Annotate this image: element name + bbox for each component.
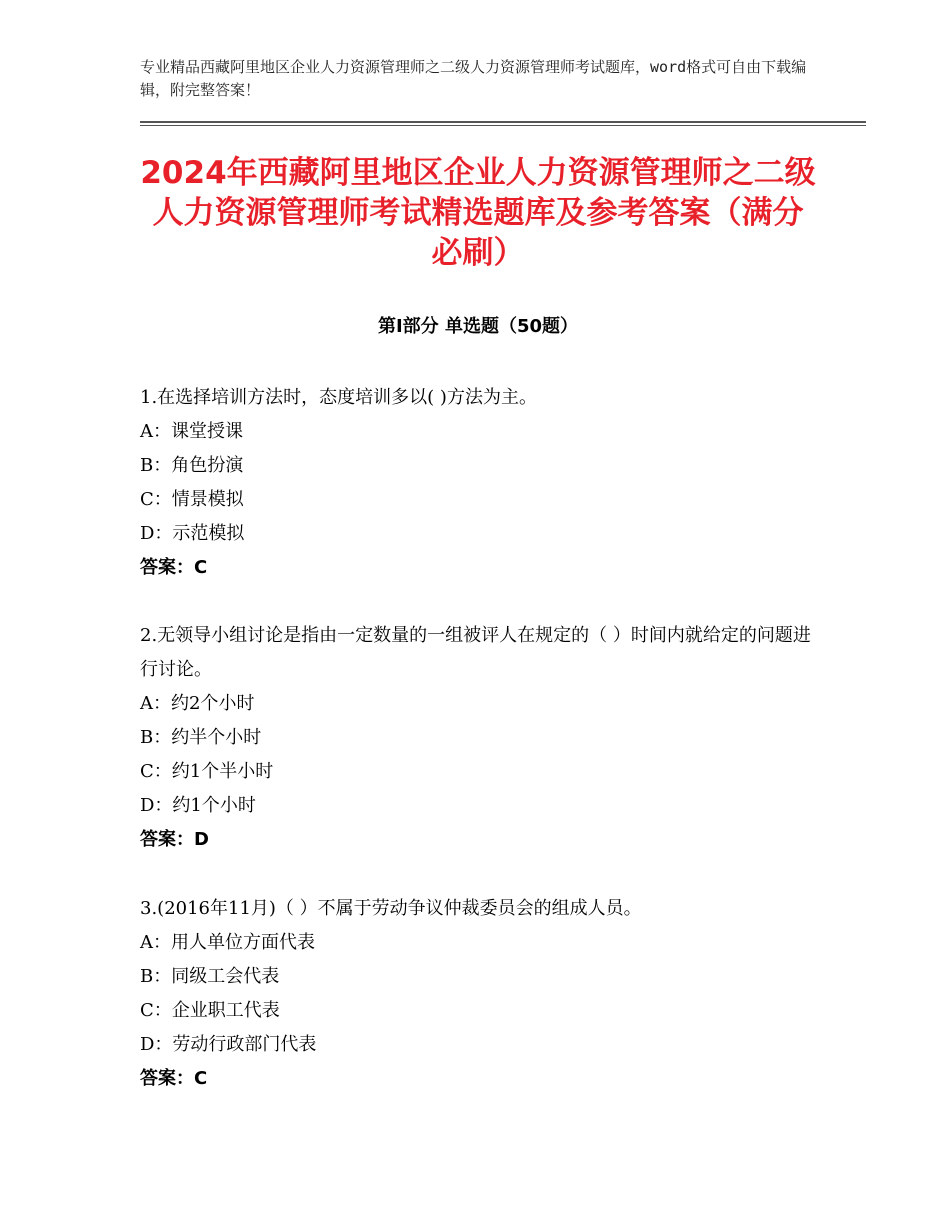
question-stem: 2.无领导小组讨论是指由一定数量的一组被评人在规定的（ ）时间内就给定的问题进行讨论。	[140, 625, 811, 680]
answer: 答案：D	[140, 829, 209, 850]
option-d: D：约1个小时	[140, 795, 256, 816]
option-a: A：用人单位方面代表	[140, 932, 315, 953]
document-title: 2024年西藏阿里地区企业人力资源管理师之二级人力资源管理师考试精选题库及参考答案（满分必刷）	[140, 155, 816, 271]
header-rule-thin	[140, 125, 866, 126]
option-b: B：角色扮演	[140, 455, 244, 476]
option-c: C：情景模拟	[140, 489, 244, 510]
option-d: D：示范模拟	[140, 523, 245, 544]
section-title: 第Ⅰ部分 单选题（50题）	[377, 316, 578, 337]
answer: 答案：C	[140, 1068, 208, 1089]
question-3	[140, 892, 816, 1096]
question-stem: 3.(2016年11月)（ ）不属于劳动争议仲裁委员会的组成人员。	[140, 898, 642, 919]
option-c: C：约1个半小时	[140, 761, 274, 782]
option-a: A：约2个小时	[140, 693, 255, 714]
option-b: B：同级工会代表	[140, 966, 280, 987]
option-a: A：课堂授课	[140, 421, 243, 442]
option-b: B：约半个小时	[140, 727, 262, 748]
option-c: C：企业职工代表	[140, 1000, 280, 1021]
question-2	[140, 619, 816, 857]
question-1	[140, 381, 816, 585]
header-note: 专业精品西藏阿里地区企业人力资源管理师之二级人力资源管理师考试题库，word格式可自由下载编辑，附完整答案！	[140, 58, 807, 99]
question-stem: 1.在选择培训方法时，态度培训多以( )方法为主。	[140, 387, 537, 408]
header-rule-thick	[140, 121, 866, 123]
answer: 答案：C	[140, 557, 208, 578]
option-d: D：劳动行政部门代表	[140, 1034, 317, 1055]
